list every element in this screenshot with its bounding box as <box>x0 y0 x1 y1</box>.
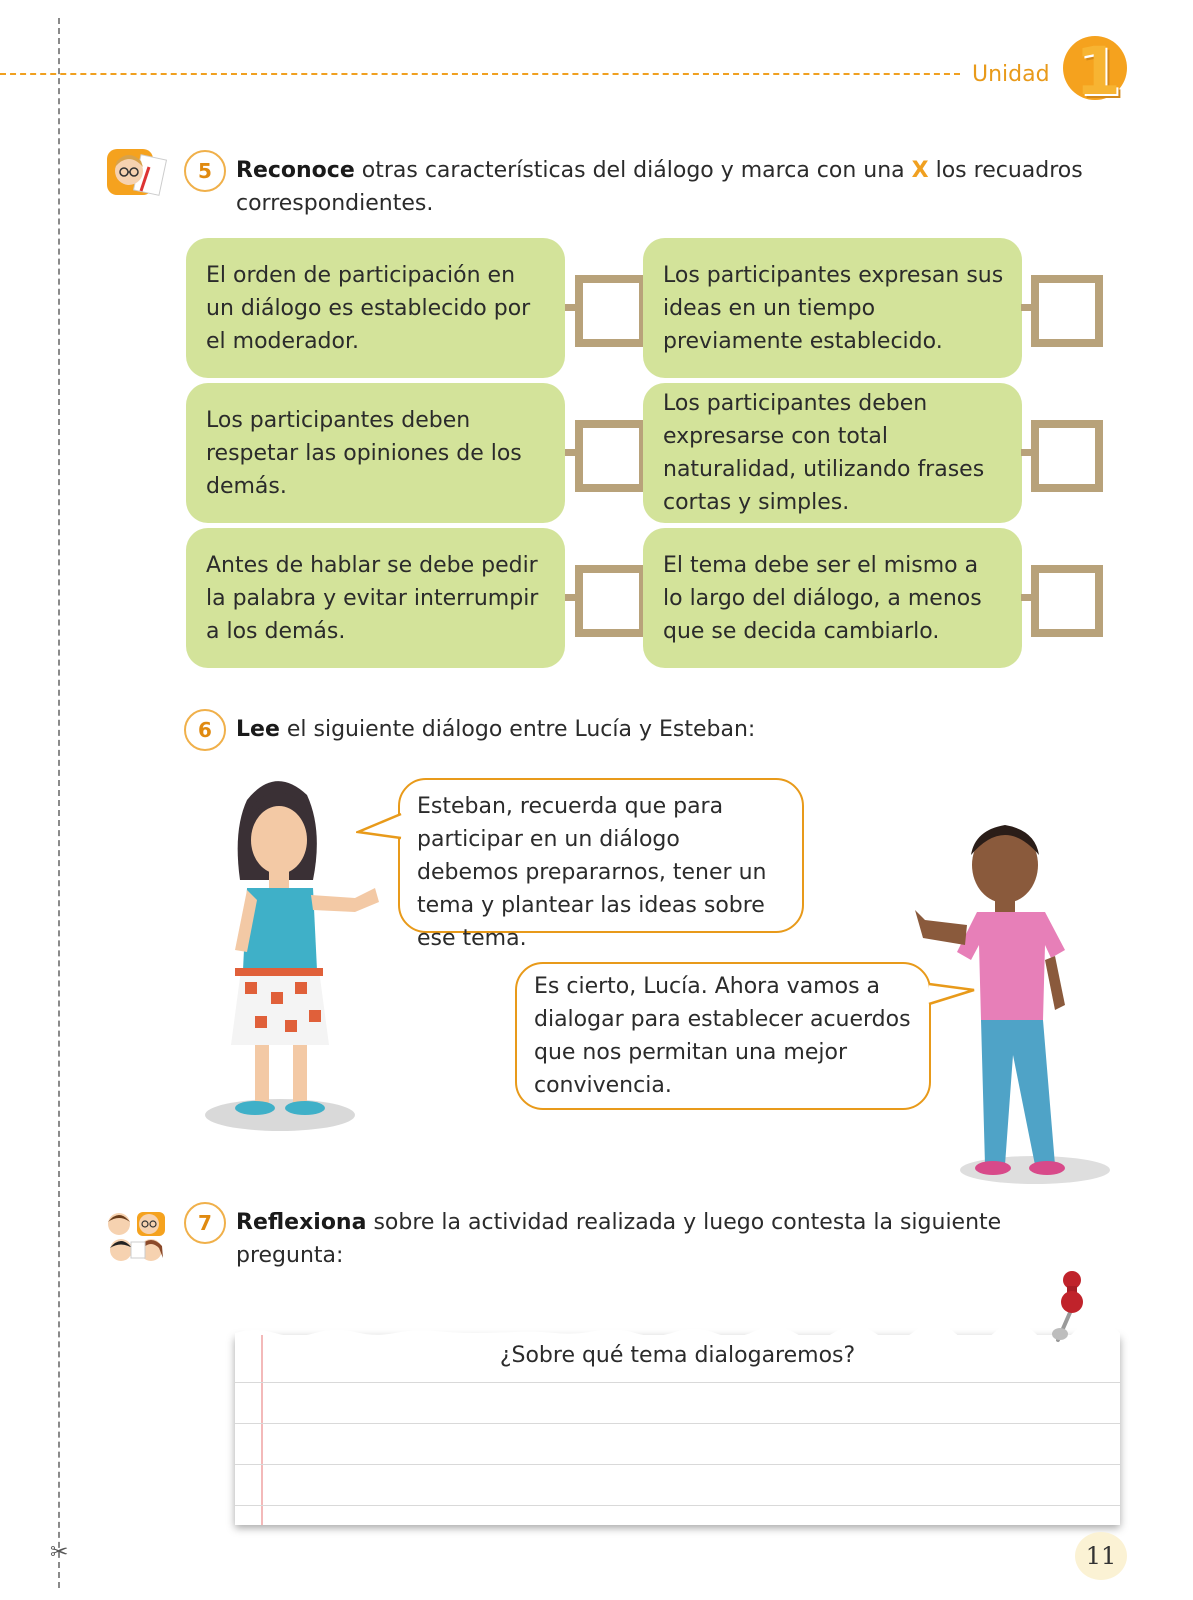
checkbox-1[interactable] <box>575 275 647 347</box>
group-students-icon <box>103 1208 169 1264</box>
question-6-instruction <box>236 713 1086 746</box>
page-number: 11 <box>1075 1532 1127 1580</box>
question-7-instruction <box>236 1206 1056 1272</box>
checkbox-connector <box>565 304 575 311</box>
question-5-number: 5 <box>184 150 226 192</box>
question-5-text-b: los recuadros correspondientes. <box>236 158 1083 216</box>
question-7-number: 7 <box>184 1202 226 1244</box>
torn-paper-edge <box>235 1325 1120 1339</box>
speech-bubble-esteban <box>515 962 931 1110</box>
question-5-verb: Reconoce <box>236 158 355 183</box>
bubble-tail-lucia <box>356 812 402 842</box>
statement-text: Los participantes expresan sus ideas en un tiempo previamente establecido. <box>663 262 1004 354</box>
cut-line <box>58 18 60 1588</box>
checkbox-2[interactable] <box>1031 275 1103 347</box>
statement-text: El orden de participación en un diálogo es establecido por el moderador. <box>206 262 531 354</box>
checkbox-connector <box>1021 594 1031 601</box>
checkbox-connector <box>565 594 575 601</box>
statement-text: El tema debe ser el mismo a lo largo del diálogo, a menos que se decida cambiarlo. <box>663 552 982 644</box>
question-6-text: el siguiente diálogo entre Lucía y Esteban: <box>279 717 756 742</box>
statement-card-2 <box>643 238 1022 378</box>
statement-card-3 <box>186 383 565 523</box>
statement-text: Antes de hablar se debe pedir la palabra y evitar interrumpir a los demás. <box>206 552 539 644</box>
speech-text-lucia: Esteban, recuerda que para participar en un diálogo debemos prepararnos, tener un tema y plantear las ideas sobre ese tema. <box>417 794 767 951</box>
answer-line <box>235 1382 1120 1383</box>
pushpin-icon <box>1048 1268 1088 1344</box>
unit-label: Unidad <box>972 62 1050 87</box>
student-writing-icon <box>105 147 167 199</box>
question-6-verb: Lee <box>236 717 280 742</box>
statement-text: Los participantes deben expresarse con total naturalidad, utilizando frases cortas y simples. <box>663 391 985 515</box>
checkbox-3[interactable] <box>575 420 647 492</box>
answer-line <box>235 1505 1120 1506</box>
statement-card-1 <box>186 238 565 378</box>
speech-bubble-lucia <box>398 778 804 951</box>
checkbox-5[interactable] <box>575 565 647 637</box>
checkbox-6[interactable] <box>1031 565 1103 637</box>
checkbox-4[interactable] <box>1031 420 1103 492</box>
checkbox-connector <box>565 449 575 456</box>
unit-number: 1 <box>1075 33 1121 110</box>
boy-esteban-illustration <box>905 820 1120 1190</box>
speech-text-esteban: Es cierto, Lucía. Ahora vamos a dialogar para establecer acuerdos que nos permitan una mejor convivencia. <box>534 974 911 1098</box>
scissors-icon: ✂ <box>50 1540 69 1565</box>
question-7-verb: Reflexiona <box>236 1210 367 1235</box>
question-7-text: sobre la actividad realizada y luego contesta la siguiente pregunta: <box>236 1210 1002 1268</box>
x-mark: X <box>911 158 929 183</box>
answer-line <box>235 1423 1120 1424</box>
statement-card-6 <box>643 528 1022 668</box>
question-6-number: 6 <box>184 709 226 751</box>
header-dashed-line <box>0 73 960 75</box>
answer-line <box>235 1464 1120 1465</box>
question-5-text-a: otras características del diálogo y marca con una <box>354 158 912 183</box>
statement-card-4 <box>643 383 1022 523</box>
notebook-answer-area <box>235 1335 1120 1525</box>
checkbox-connector <box>1021 449 1031 456</box>
statement-card-5 <box>186 528 565 668</box>
checkbox-connector <box>1021 304 1031 311</box>
statement-text: Los participantes deben respetar las opiniones de los demás. <box>206 407 522 499</box>
notebook-question: ¿Sobre qué tema dialogaremos? <box>499 1343 856 1368</box>
question-5-instruction <box>236 154 1086 220</box>
